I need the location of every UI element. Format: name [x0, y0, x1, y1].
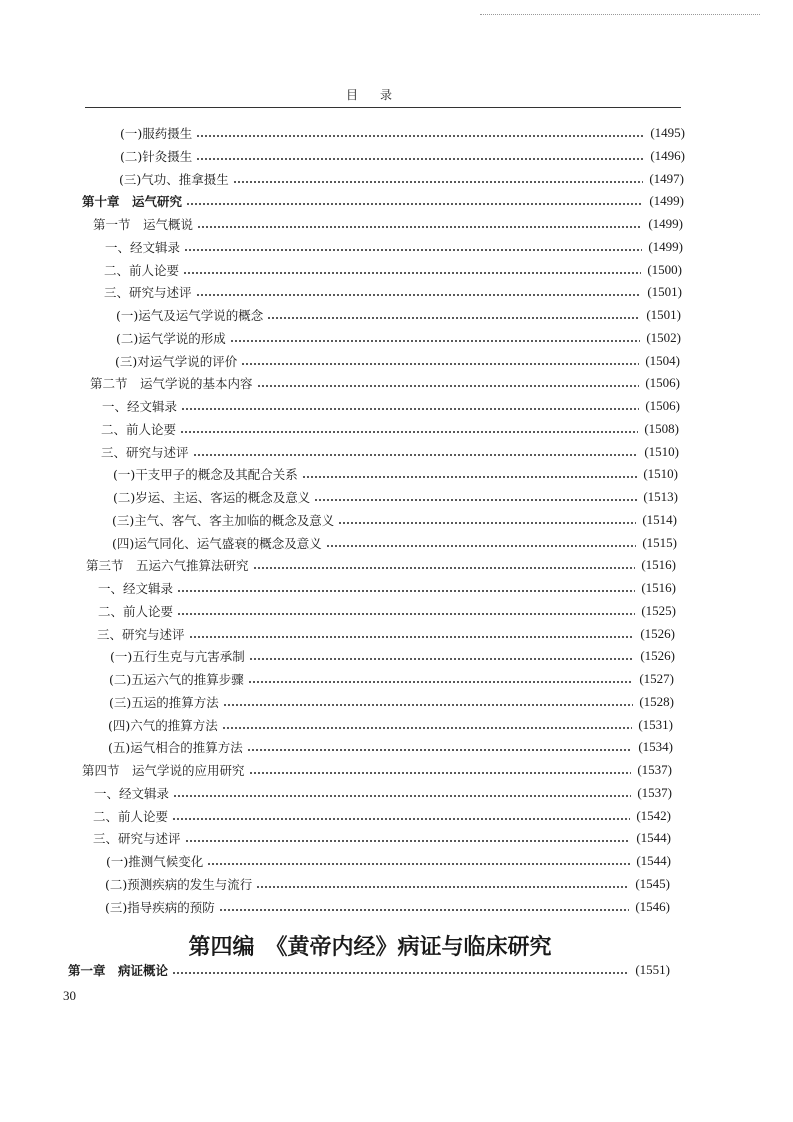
toc-entry[interactable] — [90, 372, 680, 394]
toc-entry-title: (二)针灸摄生 — [120, 148, 193, 164]
dot-leader — [249, 658, 635, 660]
toc-entry-page: (1516) — [641, 580, 676, 595]
toc-entry[interactable] — [97, 623, 675, 645]
toc-entry-page: (1496) — [650, 147, 685, 163]
toc-entry-page: (1514) — [642, 511, 677, 527]
toc-entry[interactable] — [86, 554, 676, 576]
dot-leader — [180, 431, 638, 433]
toc-entry[interactable] — [116, 327, 681, 349]
toc-entry[interactable] — [112, 509, 677, 531]
toc-entry-title: (一)干支甲子的概念及其配合关系 — [113, 467, 298, 483]
toc-entry-page: (1545) — [635, 875, 670, 891]
toc-entry-page: (1544) — [636, 830, 671, 846]
toc-entry-page: (1502) — [646, 329, 681, 345]
toc-entry-page: (1516) — [641, 557, 676, 573]
toc-entry[interactable] — [116, 304, 681, 326]
toc-entry[interactable] — [105, 236, 683, 258]
toc-entry[interactable] — [101, 441, 679, 463]
toc-entry-page: (1501) — [647, 284, 682, 300]
page-number: 30 — [63, 988, 76, 1003]
toc-entry[interactable] — [98, 577, 676, 599]
toc-entry[interactable] — [108, 736, 673, 758]
toc-entry-page: (1510) — [644, 443, 679, 459]
toc-entry-page: (1542) — [636, 807, 671, 823]
toc-entry[interactable] — [94, 782, 672, 804]
toc-entry-page: (1534) — [638, 739, 673, 755]
toc-entry-title: (一)运气及运气学说的概念 — [116, 308, 264, 323]
toc-entry-page: (1528) — [639, 693, 674, 709]
toc-entry[interactable] — [101, 418, 679, 440]
dot-leader — [241, 363, 639, 365]
toc-entry-page: (1537) — [637, 762, 672, 777]
toc-entry[interactable] — [109, 668, 674, 690]
toc-entry-title: 第十章 运气研究 — [82, 194, 183, 210]
dot-leader — [183, 272, 641, 274]
toc-entry-page: (1537) — [637, 784, 672, 800]
toc-entry-title: 第三节 五运六气推算法研究 — [86, 558, 249, 574]
toc-entry-title: 三、研究与述评 — [93, 831, 181, 847]
toc-entry[interactable] — [115, 350, 680, 372]
toc-entry-title: 三、研究与述评 — [101, 444, 189, 460]
toc-entry-page: (1546) — [635, 898, 670, 914]
dot-leader — [172, 818, 630, 820]
dot-leader — [196, 135, 644, 137]
dot-leader — [253, 567, 636, 569]
toc-entry-page: (1500) — [647, 261, 682, 277]
toc-entry-title: (二)五运六气的推算步骤 — [109, 672, 244, 687]
toc-entry-title: 一、经文辑录 — [98, 581, 174, 596]
toc-entry[interactable] — [113, 463, 678, 485]
header-rule — [85, 107, 681, 108]
toc-entry-title: 第一章 病证概论 — [68, 963, 169, 978]
dot-leader — [177, 613, 635, 615]
toc-entry-title: (三)主气、客气、客主加临的概念及意义 — [112, 512, 335, 528]
dot-leader — [248, 681, 634, 683]
dot-leader — [222, 727, 633, 729]
toc-entry[interactable] — [93, 213, 683, 235]
toc-entry-title: 三、研究与述评 — [104, 285, 192, 301]
toc-entry-page: (1527) — [639, 671, 674, 686]
toc-entry-page: (1551) — [635, 962, 670, 977]
toc-entry-title: 第二节 运气学说的基本内容 — [90, 376, 253, 392]
dot-leader — [172, 972, 629, 974]
toc-entry[interactable] — [68, 959, 670, 981]
dot-leader — [256, 886, 629, 888]
toc-entry-title: (一)服药摄生 — [120, 126, 193, 141]
toc-entry-title: (四)六气的推算方法 — [108, 717, 218, 733]
dot-leader — [189, 636, 635, 638]
toc-entry-page: (1495) — [650, 125, 685, 140]
toc-entry-title: (三)对运气学说的评价 — [115, 353, 238, 369]
toc-entry-page: (1525) — [641, 602, 676, 618]
toc-entry-title: 第四节 运气学说的应用研究 — [82, 763, 245, 778]
dot-leader — [196, 294, 642, 296]
toc-entry[interactable] — [82, 190, 684, 212]
toc-entry-page: (1508) — [644, 420, 679, 436]
toc-entry-title: 二、前人论要 — [104, 262, 180, 278]
dot-leader — [173, 795, 631, 797]
toc-entry-page: (1531) — [638, 716, 673, 732]
toc-entry-title: 二、前人论要 — [101, 421, 177, 437]
toc-entry[interactable] — [104, 259, 682, 281]
toc-entry-title: (三)五运的推算方法 — [109, 694, 219, 710]
dot-leader — [185, 840, 631, 842]
toc-entry[interactable] — [105, 896, 670, 918]
toc-entry[interactable] — [109, 691, 674, 713]
dot-leader — [247, 749, 633, 751]
toc-entry[interactable] — [93, 805, 671, 827]
toc-entry[interactable] — [110, 645, 675, 667]
toc-entry[interactable] — [93, 827, 671, 849]
dot-leader — [219, 909, 630, 911]
dot-leader — [326, 545, 637, 547]
toc-entry-page: (1513) — [643, 489, 678, 504]
toc-entry[interactable] — [119, 168, 684, 190]
dot-leader — [314, 499, 637, 501]
toc-entry-page: (1501) — [646, 307, 681, 322]
toc-entry-title: (四)运气同化、运气盛衰的概念及意义 — [112, 535, 322, 551]
toc-entry-title: 一、经文辑录 — [105, 239, 181, 255]
dot-leader — [197, 226, 642, 228]
toc-entry-page: (1499) — [648, 238, 683, 254]
toc-entry[interactable] — [120, 145, 685, 167]
toc-entry[interactable] — [105, 873, 670, 895]
toc-entry-title: (二)运气学说的形成 — [116, 330, 226, 346]
toc-entry-page: (1506) — [645, 375, 680, 391]
dot-leader — [181, 408, 639, 410]
toc-entry-title: 一、经文辑录 — [102, 399, 178, 414]
toc-entry-page: (1499) — [648, 216, 683, 231]
toc-entry-title: (五)运气相合的推算方法 — [108, 740, 243, 756]
toc-entry-title: (三)气功、推拿摄生 — [119, 171, 229, 187]
toc-entry-page: (1510) — [643, 466, 678, 482]
toc-entry[interactable] — [98, 600, 676, 622]
dot-leader — [233, 181, 644, 183]
toc-entry[interactable] — [102, 395, 680, 417]
toc-entry-title: 第一节 运气概说 — [93, 217, 194, 232]
dot-leader — [257, 385, 640, 387]
toc-entry[interactable] — [120, 122, 685, 144]
toc-entry[interactable] — [113, 486, 678, 508]
toc-entry-page: (1515) — [642, 534, 677, 550]
toc-entry-title: (一)推测气候变化 — [106, 854, 204, 869]
dot-leader — [196, 158, 644, 160]
toc-entry[interactable] — [82, 759, 672, 781]
toc-entry-page: (1504) — [645, 352, 680, 368]
dot-leader — [193, 454, 639, 456]
toc-entry-title: (二)预测疾病的发生与流行 — [105, 876, 253, 892]
dot-leader — [249, 772, 632, 774]
toc-entry-page: (1506) — [645, 398, 680, 413]
dot-leader — [302, 476, 638, 478]
running-header: 目录 — [345, 88, 414, 102]
part-heading: 第四编 《黄帝内经》病证与临床研究 — [188, 934, 552, 960]
toc-entry-title: 三、研究与述评 — [97, 626, 185, 642]
toc-entry-title: 一、经文辑录 — [94, 785, 170, 801]
dot-leader — [338, 522, 636, 524]
toc-entry-page: (1526) — [640, 625, 675, 641]
dot-leader — [184, 249, 642, 251]
toc-entry[interactable] — [112, 532, 677, 554]
dot-leader — [223, 704, 634, 706]
toc-entry[interactable] — [106, 850, 671, 872]
toc-entry-title: 二、前人论要 — [98, 603, 174, 619]
toc-entry-page: (1526) — [640, 648, 675, 664]
toc-entry[interactable] — [104, 281, 682, 303]
dot-leader — [177, 590, 635, 592]
dot-leader — [207, 863, 630, 865]
toc-entry-title: 二、前人论要 — [93, 808, 169, 824]
toc-entry-title: (三)指导疾病的预防 — [105, 899, 215, 915]
toc-entry-page: (1544) — [636, 853, 671, 868]
scan-artifact — [480, 14, 760, 15]
toc-entry-page: (1499) — [649, 193, 684, 209]
toc-entry-title: (二)岁运、主运、客运的概念及意义 — [113, 490, 311, 505]
toc-entry-page: (1497) — [649, 170, 684, 186]
toc-entry[interactable] — [108, 714, 673, 736]
dot-leader — [230, 340, 641, 342]
dot-leader — [267, 317, 640, 319]
toc-entry-title: (一)五行生克与亢害承制 — [110, 649, 245, 665]
dot-leader — [186, 203, 643, 205]
